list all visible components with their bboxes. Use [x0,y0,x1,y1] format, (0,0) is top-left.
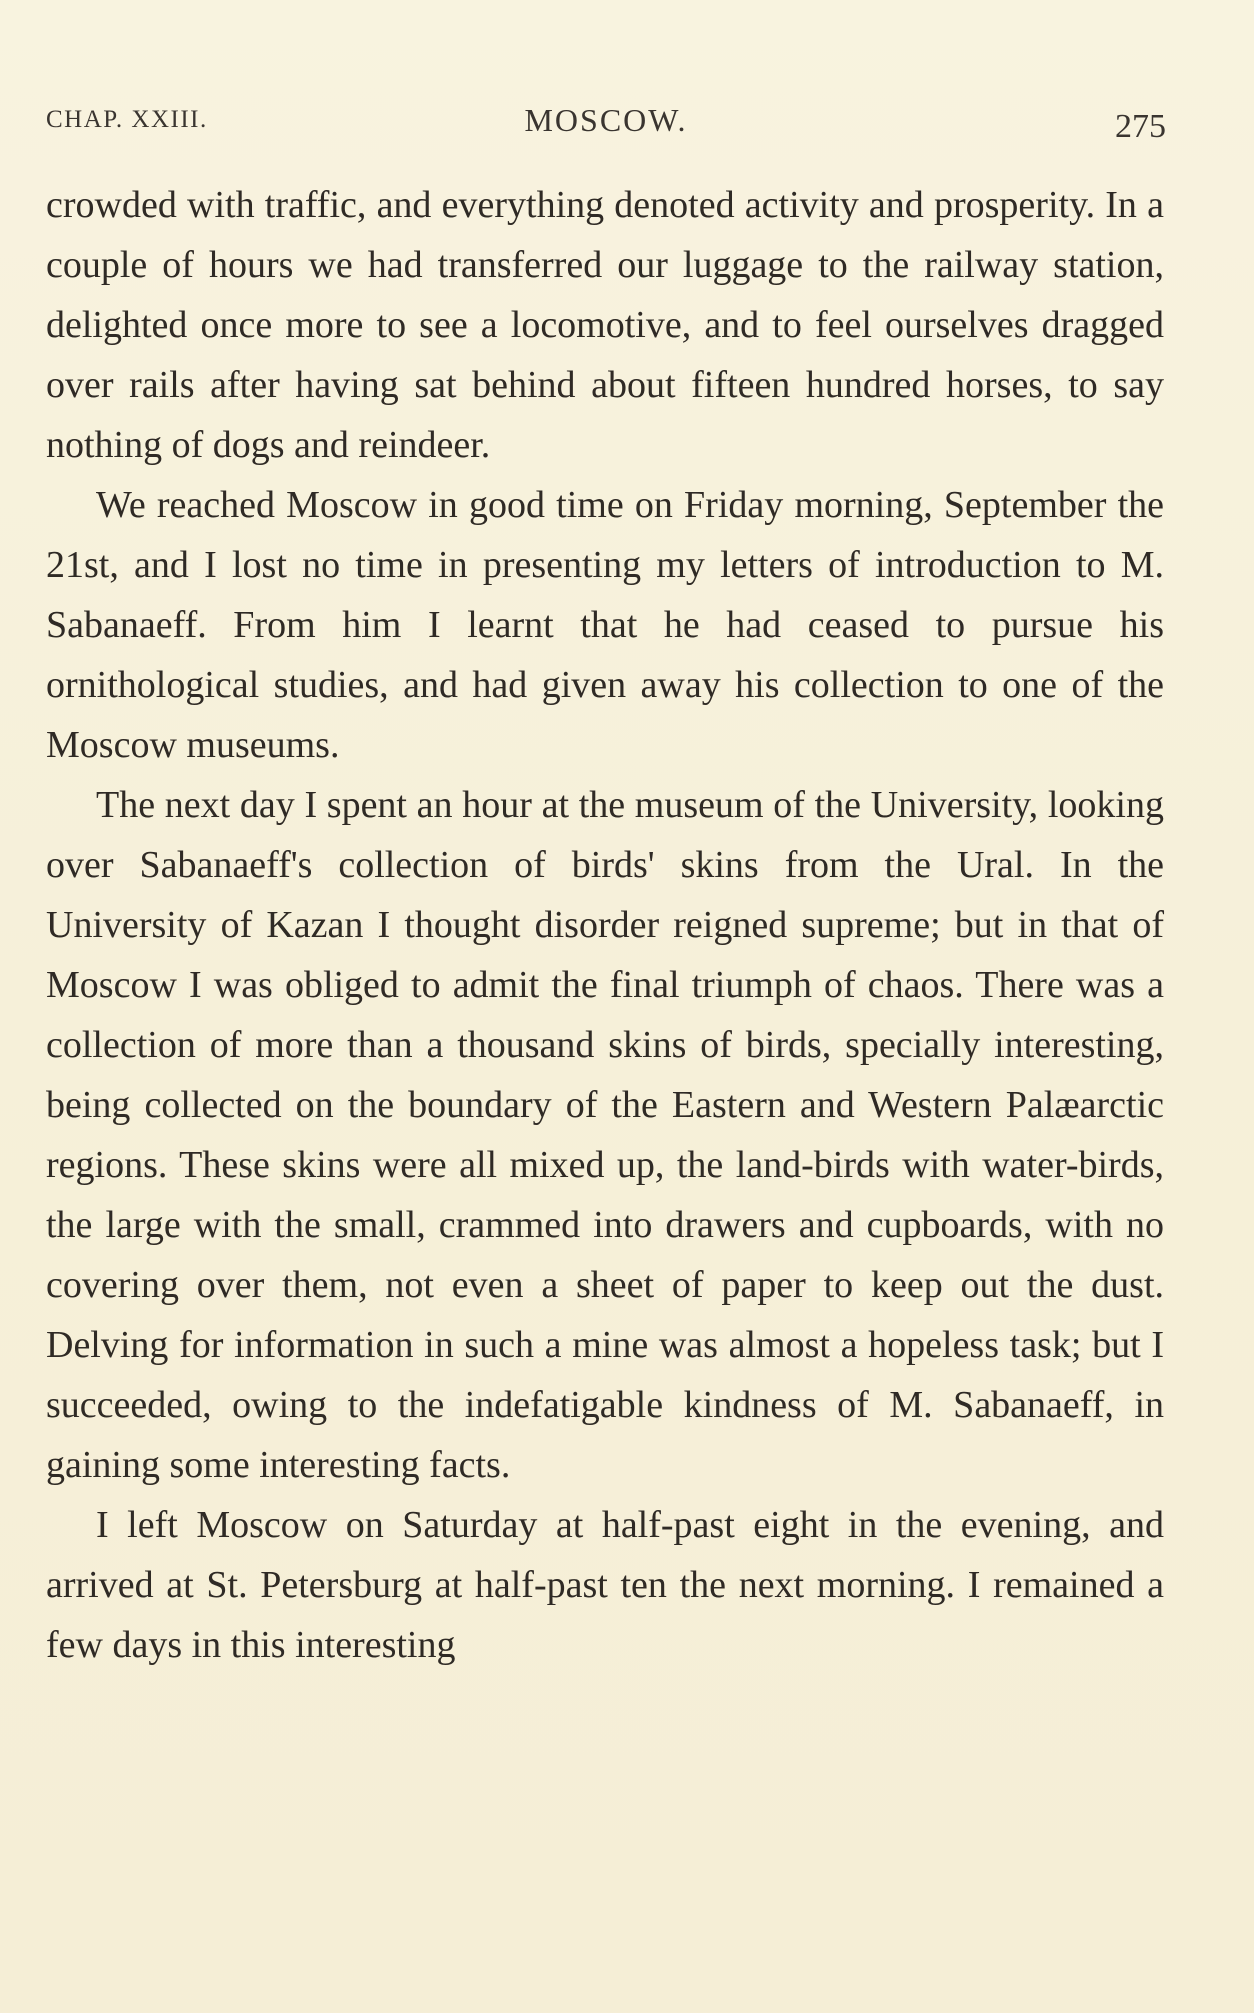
body-text [46,175,1164,1675]
chapter-label: CHAP. XXIII. [46,106,208,133]
paragraph-3: The next day I spent an hour at the museum of the University, looking over Sabanaeff's collection of birds' skins from the Ural. In the University of Kazan I thought disorder reigned supreme; but in that of Moscow I was obliged to admit the final triumph of chaos. There was a collection of more than a thousand skins of birds, specially interesting, being collected on the boundary of the Eastern and Western Palæarctic regions. These skins were all mixed up, the land-birds with water-birds, the large with the small, crammed into drawers and cupboards, with no covering over them, not even a sheet of paper to keep out the dust. Delving for information in such a mine was almost a hopeless task; but I succeeded, owing to the indefatigable kindness of M. Sabanaeff, in gaining some interesting facts. [46,784,1164,1486]
running-head [46,100,1166,150]
paragraph-2: We reached Moscow in good time on Friday morning, September the 21st, and I lost no time in presenting my letters of introduction to M. Sabanaeff. From him I learnt that he had ceased to pursue his ornithological studies, and had given away his collection to one of the Moscow museums. [46,484,1164,766]
paragraph-1: crowded with traffic, and everything denoted activity and prosperity. In a couple of hours we had transferred our luggage to the railway station, delighted once more to see a locomotive, and to feel ourselves dragged over rails after having sat behind about fifteen hundred horses, to say nothing of dogs and reindeer. [46,184,1164,466]
page-title: MOSCOW. [524,102,688,138]
paragraph-4: I left Moscow on Saturday at half-past eight in the evening, and arrived at St. Petersburg at half-past ten the next morning. I remained a few days in this interesting [46,1504,1164,1666]
page-number: 275 [1115,108,1166,145]
